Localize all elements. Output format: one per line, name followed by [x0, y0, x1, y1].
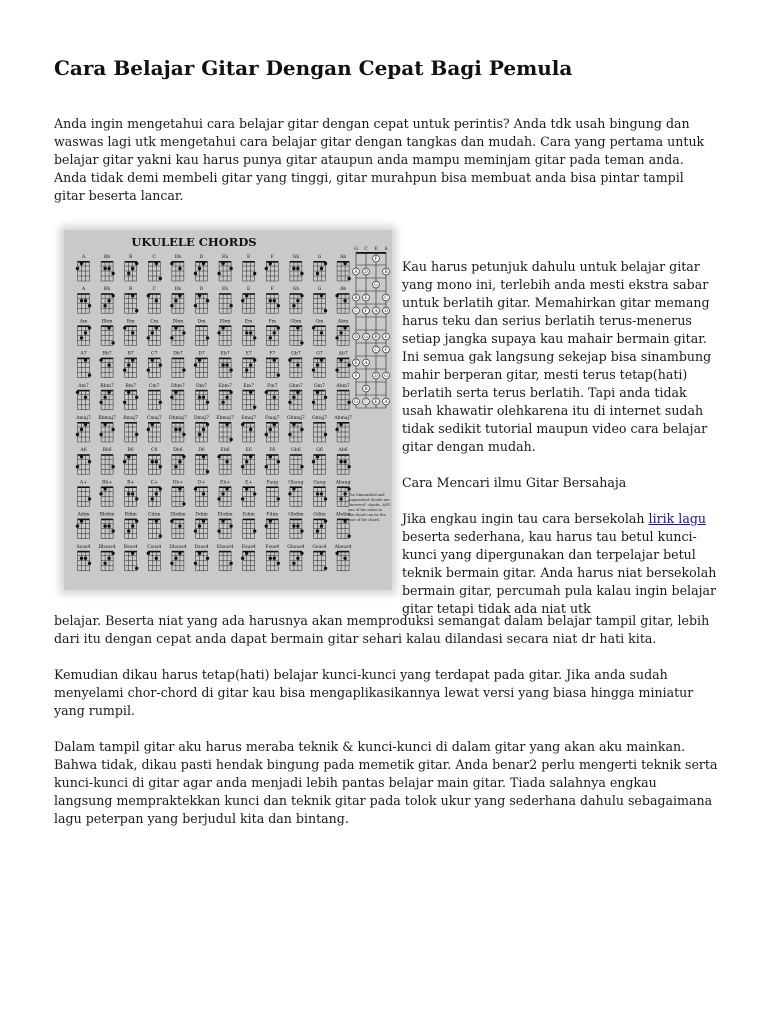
chord-label: Bbm — [101, 319, 113, 325]
chord-diagram — [290, 519, 304, 539]
chord-diagram — [148, 261, 162, 281]
fretboard-note: A — [384, 400, 388, 406]
chord-label: Dm — [197, 319, 206, 325]
chord-label: C — [152, 255, 157, 260]
chord-label: E7 — [245, 351, 252, 357]
chord-diagram — [217, 325, 231, 345]
paragraph-3: Dalam tampil gitar aku harus meraba teknik & kunci-kunci di dalam gitar yang akan aku mainkan. Bahwa tidak, dikau pasti hendak bingung pada memetik gitar. Anda benar2 perlu mengerti teknik serta kunci-kunci di gitar agar anda menjadi lebih pantas belajar main gitar. Tiada salahnya engkau langsung mempraktekkan kunci dan teknik gitar pada tolok ukur yang sederhana dahulu sebagaimana lagu peterpan yang berjudul kita dan bintang. — [54, 739, 718, 826]
fretboard-note: A — [364, 361, 368, 367]
chord-diagram — [314, 422, 328, 442]
chord-diagram — [125, 261, 139, 281]
chord-label: Dbsus4 — [169, 544, 187, 550]
chord-label: Gmaj7 — [311, 416, 328, 421]
chord-diagram — [217, 261, 232, 281]
chord-diagram — [337, 454, 351, 474]
side-paragraph-2-text-a: Jika engkau ingin tau cara bersekolah — [402, 511, 649, 526]
fretboard-note: F — [374, 257, 378, 263]
chord-diagram — [194, 519, 208, 539]
fretboard-note: G — [384, 374, 388, 380]
chord-label: D — [199, 255, 204, 260]
chord-label: Ebm — [219, 319, 231, 325]
chord-label: Bb6 — [102, 448, 112, 454]
chord-label: D — [199, 287, 204, 293]
chord-label: B6 — [127, 448, 134, 454]
chord-diagram — [241, 454, 255, 474]
chord-label: Em — [244, 319, 253, 325]
chord-diagram — [76, 422, 90, 442]
fretboard-diagram — [353, 246, 390, 408]
chord-diagram — [335, 293, 349, 313]
chord-label: Ab — [339, 255, 347, 260]
fretboard-note: F — [364, 309, 368, 315]
chord-label: G6 — [316, 448, 323, 454]
chord-diagram — [194, 261, 208, 281]
chord-label: Gdim — [313, 512, 326, 518]
chord-label: Asus4 — [76, 544, 91, 550]
side-paragraph-2 — [402, 510, 720, 618]
chord-diagram — [125, 551, 139, 571]
chord-label: Ebm7 — [218, 383, 232, 389]
chord-diagram — [243, 325, 257, 345]
fretboard-note: C — [364, 400, 368, 406]
chord-diagram — [170, 293, 184, 313]
string-label: E — [374, 247, 378, 252]
chord-diagram — [288, 422, 303, 442]
fretboard-note: E — [384, 335, 388, 341]
chord-diagram — [147, 293, 161, 313]
chord-label: Bsus4 — [123, 544, 138, 550]
chord-label: Fm — [268, 319, 277, 325]
chord-label: Db7 — [173, 351, 183, 357]
chord-diagram — [78, 486, 92, 506]
chord-label: B7 — [127, 351, 134, 357]
chord-label: Abm7 — [336, 383, 350, 389]
chord-label: Gbsus4 — [287, 544, 305, 550]
chord-label: Dbm — [172, 319, 184, 325]
chord-diagram — [265, 261, 279, 281]
chord-label: Abaug — [335, 480, 351, 486]
chord-label: Abmaj7 — [334, 416, 352, 421]
chord-label: Edim — [242, 512, 255, 518]
chord-diagram — [172, 454, 186, 474]
chord-label: Cdim — [148, 512, 161, 518]
fretboard-note: F — [354, 374, 358, 380]
chord-grid — [75, 254, 352, 571]
chord-label: Ebmaj7 — [216, 416, 234, 421]
fretboard-note: B — [354, 296, 358, 302]
chord-label: Eb — [221, 255, 229, 260]
chord-diagram — [194, 486, 208, 506]
chord-label: E6 — [245, 448, 252, 454]
chord-diagram — [194, 551, 209, 571]
chord-diagram — [219, 293, 233, 313]
chord-diagram — [288, 390, 302, 410]
chord-label: Abdim — [335, 512, 351, 518]
chord-label: Gm — [315, 319, 324, 325]
chord-diagram — [314, 486, 328, 506]
chord-diagram — [290, 454, 304, 474]
chord-label: A — [81, 255, 86, 260]
chord-label: Gbm7 — [288, 383, 303, 389]
chord-diagram — [337, 261, 351, 281]
chord-label: Absus4 — [334, 544, 352, 550]
chord-diagram — [312, 390, 327, 410]
chord-label: Cmaj7 — [146, 416, 162, 421]
chord-label: Gb — [292, 287, 300, 293]
chord-label: E — [247, 255, 251, 260]
chord-diagram — [101, 325, 115, 345]
chord-label: D6 — [198, 448, 205, 454]
chord-diagram — [78, 293, 92, 313]
chord-diagram — [101, 261, 115, 281]
chord-diagram — [219, 358, 233, 378]
chord-diagram — [217, 454, 231, 474]
chord-diagram — [219, 422, 233, 442]
chord-diagram — [101, 551, 115, 571]
chord-diagram — [147, 551, 161, 571]
chart-heading: UKULELE CHORDS — [131, 235, 257, 249]
chord-label: Am7 — [78, 383, 89, 389]
chord-label: B — [129, 255, 133, 260]
chord-diagram — [243, 390, 257, 410]
fretboard-note: B — [384, 270, 388, 276]
chord-label: Adim — [77, 512, 90, 518]
chord-diagram — [170, 261, 184, 281]
chord-label: Gm7 — [314, 383, 325, 389]
chord-diagram — [312, 325, 326, 345]
chord-label: Dbdim — [170, 512, 186, 518]
chord-diagram — [266, 358, 280, 378]
chord-diagram — [266, 293, 280, 313]
chord-label: Gb — [292, 255, 300, 260]
chord-label: Eb7 — [220, 351, 230, 357]
chord-diagram — [99, 358, 113, 378]
chord-diagram — [147, 325, 161, 345]
chord-label: G7 — [316, 351, 323, 357]
chord-label: Gb6 — [291, 448, 301, 454]
fretboard-note: C — [374, 348, 378, 354]
chord-label: Faug — [266, 480, 279, 486]
chord-diagram — [290, 261, 304, 281]
fretboard-note: A — [354, 270, 358, 276]
chord-diagram — [217, 519, 232, 539]
chord-diagram — [217, 486, 231, 506]
chord-label: Gaug — [313, 480, 326, 486]
chord-diagram — [172, 486, 186, 506]
chord-label: Gb7 — [291, 351, 301, 357]
chord-diagram — [290, 551, 304, 571]
chord-label: Bb — [103, 287, 111, 293]
page-title: Cara Belajar Gitar Dengan Cepat Bagi Pemula — [54, 56, 573, 80]
chord-label: C6 — [151, 448, 158, 454]
chord-label: Csus4 — [147, 544, 162, 550]
chord-diagram — [335, 358, 350, 378]
chord-label: Bb7 — [102, 351, 112, 357]
side-paragraph-1: Kau harus petunjuk dahulu untuk belajar gitar yang mono ini, terlebih anda mesti ekstra sabar untuk berlatih gitar. Memahirkan gitar memang harus teku dan serius berlatih terus-menerus setiap jangka supaya kau mahair bermain gitar. Ini semua gak langsung sekejap bisa sinambung mahir berperan gitar, mesti terus tetap(hati) berlatih serta terus berlatih. Tapi anda tidak usah khawatir olehkarena itu di internet sudah tidak sedikit tutorial maupun video cara belajar gitar dengan mudah. — [402, 259, 712, 454]
chord-diagram — [76, 454, 91, 474]
chord-diagram — [148, 486, 162, 506]
chord-label: Ebdim — [217, 512, 233, 518]
chord-diagram — [243, 519, 257, 539]
chord-diagram — [241, 486, 256, 506]
chord-label: Dbmaj7 — [168, 416, 187, 421]
chord-diagram — [266, 486, 280, 506]
chord-label: C — [152, 287, 157, 293]
chord-diagram — [76, 390, 90, 410]
chord-label: Bb+ — [102, 480, 113, 486]
chord-label: Eb — [221, 287, 229, 293]
chord-diagram — [196, 422, 210, 442]
chord-diagram — [265, 422, 279, 442]
chord-diagram — [123, 325, 137, 345]
string-label: A — [384, 247, 388, 252]
chord-label: Em7 — [243, 383, 255, 389]
chord-label: Ab7 — [338, 351, 348, 357]
chord-label: Fsus4 — [265, 544, 280, 550]
chord-label: Db — [174, 287, 182, 293]
chord-label: Ddim — [195, 512, 208, 518]
chord-diagram — [312, 358, 326, 378]
chord-label: Dm7 — [196, 383, 207, 389]
chord-label: E+ — [245, 480, 253, 486]
fretboard-note: D — [374, 374, 378, 380]
chord-diagram — [125, 486, 139, 506]
fretboard-note: E — [364, 296, 368, 302]
chord-label: B+ — [127, 480, 135, 486]
chord-label: A6 — [80, 448, 87, 454]
chord-label: Dbm7 — [170, 383, 185, 389]
fretboard-note: D — [384, 309, 388, 315]
chord-label: Db+ — [172, 480, 184, 486]
chord-diagram — [335, 325, 349, 345]
chord-diagram — [170, 519, 184, 539]
chord-diagram — [125, 422, 139, 442]
chord-label: Eb+ — [220, 480, 231, 486]
chord-label: Fm7 — [267, 383, 278, 389]
chord-diagram — [170, 325, 185, 345]
chord-label: Ab6 — [338, 448, 348, 454]
chord-label: Bm — [126, 319, 135, 325]
fretboard-note: E — [354, 361, 358, 367]
chord-diagram — [99, 422, 114, 442]
ukulele-chord-chart — [64, 230, 392, 590]
string-label: G — [354, 247, 358, 252]
chord-diagram — [241, 551, 255, 571]
chord-diagram — [243, 358, 257, 378]
chord-diagram — [172, 422, 186, 442]
chord-diagram — [290, 325, 304, 345]
fretboard-note: G — [364, 335, 368, 341]
string-label: C — [364, 247, 368, 252]
chord-diagram — [314, 261, 328, 281]
chord-diagram — [196, 390, 210, 410]
fretboard-note: G — [354, 400, 358, 406]
intro-paragraph: Anda ingin mengetahui cara belajar gitar dengan cepat untuk perintis? Anda tdk usah bingung dan waswas lagi utk mengetahui cara belajar gitar dengan tangkas dan mudah. Cara yang pertama untuk belajar gitar yakni kau harus punya gitar ataupun anda mampu meminjam gitar pada teman anda. Anda tidak demi membeli gitar yang tinggi, gitar murahpun bisa membuat anda bisa pintar tampil gitar beserta lancar. — [54, 116, 705, 203]
chord-diagram — [288, 486, 302, 506]
chord-diagram — [101, 454, 115, 474]
chord-label: Abm — [337, 319, 349, 325]
chord-diagram — [194, 293, 209, 313]
fretboard-note: F — [384, 348, 388, 354]
chord-diagram — [266, 325, 280, 345]
chord-diagram — [148, 519, 162, 539]
chord-diagram — [335, 551, 349, 571]
chord-diagram — [290, 293, 304, 313]
chord-diagram — [99, 390, 113, 410]
chord-diagram — [76, 519, 90, 539]
chord-diagram — [266, 551, 280, 571]
chord-diagram — [148, 454, 162, 474]
chord-label: Gbdim — [288, 512, 304, 518]
fretboard-note: B — [374, 335, 378, 341]
chord-diagram — [335, 422, 349, 442]
chord-label: Gbm — [290, 319, 302, 325]
paragraph-2: Kemudian dikau harus tetap(hati) belajar kunci-kunci yang terdapat pada gitar. Jika anda sudah menyelami chor-chord di gitar kau bisa mengaplikasikannya lewat versi yang biasa hingga miniatur yang rumpil. — [54, 667, 694, 718]
chord-diagram — [147, 358, 162, 378]
lirik-lagu-link[interactable]: lirik lagu — [648, 511, 706, 526]
chord-label: Bmaj7 — [123, 416, 139, 421]
chord-diagram — [243, 261, 257, 281]
chord-diagram — [172, 358, 186, 378]
chord-diagram — [76, 261, 90, 281]
chord-label: G — [317, 287, 322, 293]
fretboard-note: B — [364, 387, 368, 393]
chord-diagram — [147, 422, 161, 442]
chord-label: Am — [79, 319, 88, 325]
chord-diagram — [78, 358, 92, 378]
chord-label: C+ — [150, 480, 158, 486]
fretboard-note: C — [354, 309, 358, 315]
chord-diagram — [194, 358, 208, 378]
chord-label: Cm7 — [148, 383, 160, 389]
chord-label: E — [247, 287, 251, 293]
chord-label: Eb6 — [220, 448, 230, 454]
chord-label: Bbdim — [99, 512, 115, 518]
chord-label: A+ — [79, 480, 88, 486]
chord-label: F7 — [269, 351, 276, 357]
chord-diagram — [170, 551, 184, 571]
chord-label: Bm7 — [125, 383, 137, 389]
chord-diagram — [312, 454, 326, 474]
chord-label: Bbsus4 — [98, 544, 116, 550]
chord-diagram — [99, 486, 113, 506]
chord-label: Bdim — [124, 512, 137, 518]
chord-label: D7 — [198, 351, 205, 357]
chord-label: C7 — [151, 351, 158, 357]
chord-label: Amaj7 — [76, 416, 91, 421]
chord-label: Esus4 — [241, 544, 256, 550]
chord-diagram — [314, 519, 328, 539]
chord-diagram — [123, 390, 138, 410]
chord-diagram — [219, 551, 233, 571]
chord-diagram — [314, 551, 328, 571]
chord-diagram — [148, 390, 162, 410]
chord-label: Db — [174, 255, 182, 260]
chord-diagram — [337, 390, 351, 410]
chord-label: Bb — [103, 255, 111, 260]
continuation-paragraph: belajar. Beserta niat yang ada harusnya akan memproduksi semangat dalam belajar tampil gitar, lebih dari itu dengan cepat anda dapat bermain gitar sehari kalau dilandasi secara niat dr hati kita. — [54, 613, 710, 646]
chord-diagram — [288, 358, 302, 378]
chord-label: D+ — [197, 480, 206, 486]
fretboard-note: A — [374, 309, 378, 315]
chord-label: Fdim — [266, 512, 279, 518]
chord-label: A7 — [80, 351, 87, 357]
chord-diagram — [241, 422, 255, 442]
chord-label: Emaj7 — [241, 416, 257, 421]
chord-label: Bbmaj7 — [98, 416, 116, 421]
chord-diagram — [101, 293, 115, 313]
fretboard-note: G — [374, 283, 378, 289]
chord-diagram — [125, 293, 139, 313]
chord-diagram — [265, 454, 280, 474]
chord-label: Gbmaj7 — [286, 416, 305, 421]
chord-label: Gbaug — [288, 480, 304, 486]
chord-label: Cm — [150, 319, 159, 325]
chord-diagram — [170, 390, 184, 410]
chord-label: F — [270, 255, 274, 260]
chord-diagram — [219, 390, 233, 410]
side-column — [402, 258, 720, 618]
fretboard-note: E — [374, 400, 378, 406]
side-paragraph-2-text-b: beserta sederhana, kau harus tau betul kunci-kunci yang dipergunakan dan terpelajar betul teknik bermain gitar. Anda harus niat bersekolah bermain gitar, percumah pula kalau ingin belajar gitar tetapi tidak ada niat utk — [402, 529, 717, 616]
chord-diagram — [101, 519, 115, 539]
chord-diagram — [123, 358, 137, 378]
side-subheading: Cara Mencari ilmu Gitar Bersahaja — [402, 475, 627, 490]
chord-label: Dmaj7 — [193, 416, 210, 421]
chord-diagram — [196, 454, 210, 474]
chord-diagram — [196, 325, 210, 345]
chord-label: Bbm7 — [100, 383, 114, 389]
chord-label: Ebsus4 — [216, 544, 234, 550]
chord-label: F — [270, 287, 274, 293]
chord-label: Dsus4 — [194, 544, 209, 550]
chord-diagram — [314, 293, 328, 313]
chord-label: B — [129, 287, 133, 293]
inverted-chords-note: The Diminished and Augmented chords are "inverted" chords. ANY one of the notes in the chord can be the root of the chord. — [348, 493, 391, 522]
chord-diagram — [78, 325, 92, 345]
fretboard-note: C — [384, 296, 388, 302]
chord-label: Db6 — [173, 448, 183, 454]
chord-label: Gsus4 — [312, 544, 327, 550]
chord-diagram — [265, 390, 279, 410]
fretboard-note: D — [354, 335, 358, 341]
chord-label: F6 — [269, 448, 276, 454]
chord-diagram — [265, 519, 279, 539]
ukulele-chords-image — [64, 230, 392, 590]
chord-label: A — [81, 287, 86, 293]
chord-label: Fmaj7 — [264, 416, 280, 421]
chord-label: Ab — [339, 287, 347, 293]
chord-diagram — [123, 454, 137, 474]
fretboard-note: D — [364, 270, 368, 276]
chord-label: G — [317, 255, 322, 260]
chord-diagram — [241, 293, 255, 313]
chord-diagram — [78, 551, 92, 571]
chord-diagram — [125, 519, 139, 539]
